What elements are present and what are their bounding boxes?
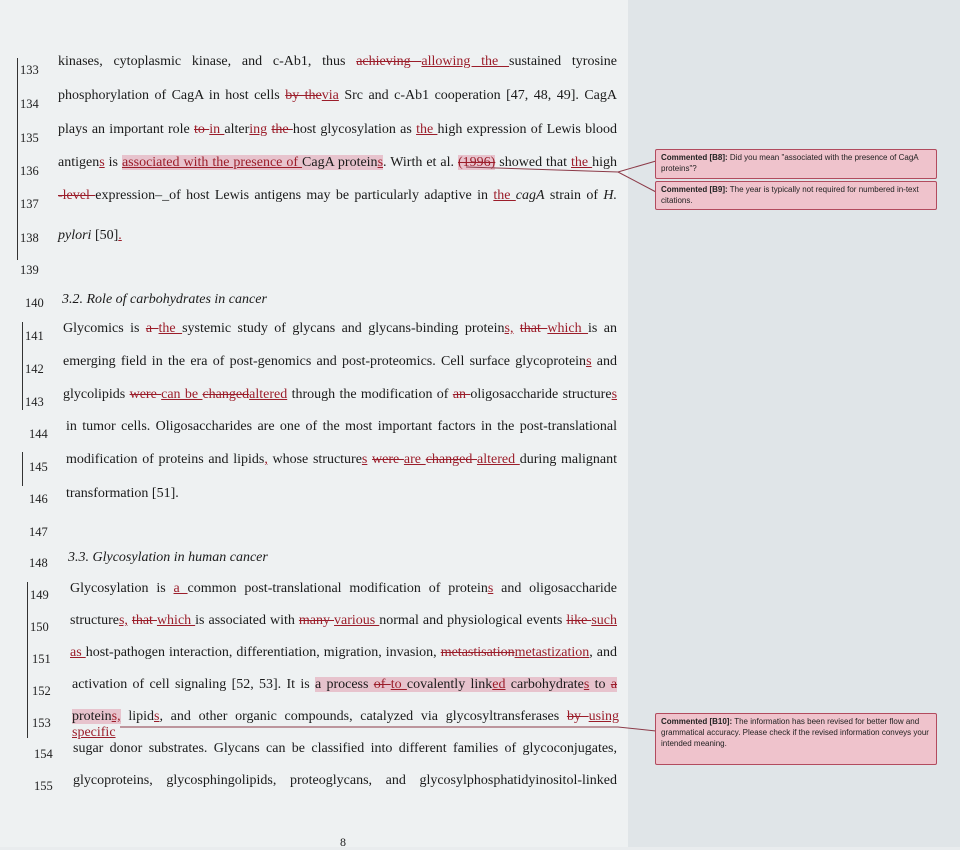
text-run: sugar donor substrates. Glycans can be classified into different families of glycoconjugates, bbox=[73, 741, 617, 756]
line-number: 154 bbox=[34, 747, 53, 761]
text-run: in tumor cells. Oligosaccharides are one of the most important factors in the post-translational bbox=[66, 419, 617, 434]
text-run: expression–_of host Lewis antigens may be particularly adaptive in bbox=[95, 188, 494, 203]
text-run: and bbox=[591, 354, 617, 369]
deleted-text: (1996) bbox=[457, 155, 496, 170]
change-bar bbox=[22, 322, 23, 410]
text-run: high bbox=[592, 155, 618, 170]
text-run: high expression of Lewis blood bbox=[437, 122, 618, 137]
line-number: 155 bbox=[34, 779, 53, 793]
comment-b9[interactable] bbox=[655, 181, 937, 210]
inserted-text: s bbox=[99, 155, 105, 170]
line-number: 144 bbox=[29, 427, 48, 441]
inserted-text: s, bbox=[111, 709, 121, 724]
text-run: host-pathogen interaction, differentiation, migration, invasion, bbox=[85, 645, 441, 660]
text-run: is bbox=[104, 155, 122, 170]
deleted-text: were bbox=[129, 387, 162, 402]
inserted-text: , bbox=[264, 452, 268, 467]
comment-text: The information has been revised for better flow and grammatical accuracy. Please check if the revised information conveys your intended meaning. bbox=[661, 717, 929, 748]
inserted-text: allowing the bbox=[421, 54, 510, 69]
deleted-text: the bbox=[271, 122, 293, 137]
line-number: 136 bbox=[20, 164, 39, 178]
inserted-text: in bbox=[209, 122, 225, 137]
text-line bbox=[66, 486, 179, 502]
line-number: 146 bbox=[29, 492, 48, 506]
change-bar bbox=[22, 452, 23, 486]
text-run: activation of cell signaling [52, 53]. It is bbox=[72, 677, 315, 692]
text-run: normal and physiological events bbox=[379, 613, 567, 628]
text-line bbox=[58, 188, 617, 204]
line-number: 147 bbox=[29, 525, 48, 539]
text-run: Glycosylation is bbox=[70, 581, 174, 596]
deleted-text: like bbox=[566, 613, 592, 628]
inserted-text: s bbox=[361, 452, 368, 467]
text-run: Glycomics is bbox=[63, 321, 146, 336]
inserted-text: metastization bbox=[514, 645, 590, 660]
inserted-text: s bbox=[487, 581, 494, 596]
deleted-text: that bbox=[519, 321, 548, 336]
line-number: 145 bbox=[29, 460, 48, 474]
inserted-text: via bbox=[321, 88, 339, 103]
text-run: CagA protein bbox=[302, 155, 378, 170]
inserted-text: a bbox=[173, 581, 188, 596]
comment-text: Did you mean "associated with the presence of CagA proteins"? bbox=[661, 153, 919, 173]
text-run: common post-translational modification of protein bbox=[187, 581, 488, 596]
inserted-text: which bbox=[547, 321, 589, 336]
comment-b10[interactable] bbox=[655, 713, 937, 765]
text-line bbox=[58, 122, 617, 138]
deleted-text: to bbox=[194, 122, 210, 137]
text-line bbox=[70, 613, 617, 629]
deleted-text: an bbox=[452, 387, 471, 402]
line-number: 153 bbox=[32, 716, 51, 730]
text-run: whose structure bbox=[267, 452, 362, 467]
text-line bbox=[63, 321, 617, 337]
text-run: transformation [51]. bbox=[66, 486, 179, 501]
line-number: 134 bbox=[20, 97, 39, 111]
deleted-text: -level bbox=[58, 188, 96, 203]
inserted-text: ed bbox=[492, 677, 506, 692]
text-run: 3.2. Role of carbohydrates in cancer bbox=[62, 292, 267, 307]
comment-label: Commented [B10]: bbox=[661, 717, 733, 726]
deleted-text: achieving bbox=[356, 54, 422, 69]
text-line bbox=[73, 773, 617, 789]
deleted-text: metastisation bbox=[440, 645, 515, 660]
deleted-text: many bbox=[298, 613, 335, 628]
text-line bbox=[72, 709, 619, 741]
change-bar bbox=[17, 58, 18, 260]
deleted-text: were bbox=[372, 452, 404, 467]
inserted-text: s bbox=[583, 677, 590, 692]
text-line bbox=[58, 54, 617, 70]
text-run: alter bbox=[224, 122, 250, 137]
inserted-text: associated with the presence of bbox=[121, 155, 303, 170]
text-run: . Wirth et al. bbox=[383, 155, 458, 170]
deleted-text: that bbox=[131, 613, 157, 628]
text-run: and oligosaccharide bbox=[493, 581, 617, 596]
text-run: is associated with bbox=[195, 613, 299, 628]
line-number: 141 bbox=[25, 329, 44, 343]
text-line bbox=[73, 741, 617, 757]
text-run: H. bbox=[603, 188, 618, 203]
line-number: 139 bbox=[20, 263, 39, 277]
inserted-text: altered bbox=[249, 387, 288, 402]
line-number: 137 bbox=[20, 197, 39, 211]
text-run: protein bbox=[72, 709, 112, 724]
inserted-text: s bbox=[154, 709, 160, 724]
text-line bbox=[66, 452, 617, 468]
inserted-text: various bbox=[334, 613, 380, 628]
inserted-text: ing bbox=[249, 122, 268, 137]
text-run: plays an important role bbox=[58, 122, 195, 137]
text-run: glycolipids bbox=[63, 387, 130, 402]
text-run: 3.3. Glycosylation in human cancer bbox=[68, 550, 268, 565]
line-number: 148 bbox=[29, 556, 48, 570]
text-line bbox=[58, 155, 617, 171]
inserted-text: . bbox=[118, 228, 122, 243]
text-run: structure bbox=[70, 613, 119, 628]
text-run: glycoproteins, glycosphingolipids, proteoglycans, and glycosylphosphatidyinositol-linked bbox=[73, 773, 617, 788]
deleted-text: of bbox=[373, 677, 391, 692]
line-number: 142 bbox=[25, 362, 44, 376]
text-run: covalently link bbox=[406, 677, 493, 692]
page-number: 8 bbox=[340, 835, 346, 849]
deleted-text: changed bbox=[202, 387, 250, 402]
text-run: [50] bbox=[91, 228, 119, 243]
text-run: phosphorylation of CagA in host cells bbox=[58, 88, 286, 103]
text-run: , and other organic compounds, catalyzed via glycosyltransferases bbox=[159, 709, 567, 724]
inserted-text: which bbox=[156, 613, 196, 628]
inserted-text: are bbox=[403, 452, 426, 467]
inserted-text: to bbox=[390, 677, 407, 692]
deleted-text: by the bbox=[285, 88, 322, 103]
text-run: is an bbox=[588, 321, 618, 336]
text-run: through the modification of bbox=[287, 387, 453, 402]
line-number: 135 bbox=[20, 131, 39, 145]
text-run: showed that bbox=[495, 155, 572, 170]
text-run: Src and c-Ab1 cooperation [47, 48, 49]. CagA bbox=[338, 88, 618, 103]
text-run: a process bbox=[314, 677, 374, 692]
line-number: 138 bbox=[20, 231, 39, 245]
text-run: cagA bbox=[515, 188, 545, 203]
inserted-text: such bbox=[591, 613, 617, 628]
section-heading bbox=[68, 550, 268, 566]
inserted-text: s, bbox=[504, 321, 514, 336]
text-run: during malignant bbox=[519, 452, 617, 467]
text-line bbox=[70, 645, 617, 661]
inserted-text: s bbox=[611, 387, 618, 402]
inserted-text: altered bbox=[477, 452, 520, 467]
text-run: oligosaccharide structure bbox=[470, 387, 612, 402]
inserted-text: the bbox=[158, 321, 183, 336]
text-line bbox=[63, 354, 617, 370]
text-line bbox=[66, 419, 617, 435]
inserted-text: the bbox=[493, 188, 516, 203]
inserted-text: the bbox=[416, 122, 438, 137]
comment-b8[interactable] bbox=[655, 149, 937, 179]
line-number: 151 bbox=[32, 652, 51, 666]
deleted-text: by bbox=[566, 709, 589, 724]
text-run: carbohydrate bbox=[505, 677, 584, 692]
text-run: systemic study of glycans and glycans-binding protein bbox=[182, 321, 505, 336]
text-run: kinases, cytoplasmic kinase, and c-Ab1, thus bbox=[58, 54, 357, 69]
line-number: 143 bbox=[25, 395, 44, 409]
text-run: lipid bbox=[120, 709, 154, 724]
text-line bbox=[70, 581, 617, 597]
line-number: 149 bbox=[30, 588, 49, 602]
inserted-text: s bbox=[586, 354, 592, 369]
text-run: sustained tyrosine bbox=[509, 54, 617, 69]
line-number: 152 bbox=[32, 684, 51, 698]
deleted-text: a bbox=[145, 321, 159, 336]
comment-text: The year is typically not required for numbered in-text citations. bbox=[661, 185, 919, 205]
text-run: modification of proteins and lipids bbox=[66, 452, 265, 467]
inserted-text: as bbox=[70, 645, 86, 660]
inserted-text: can be bbox=[161, 387, 203, 402]
section-heading bbox=[62, 292, 267, 308]
inserted-text: using specific bbox=[72, 709, 619, 740]
text-run: pylori bbox=[58, 228, 92, 243]
text-run: host glycosylation as bbox=[292, 122, 417, 137]
line-number: 140 bbox=[25, 296, 44, 310]
line-number: 150 bbox=[30, 620, 49, 634]
line-number: 133 bbox=[20, 63, 39, 77]
text-run: emerging field in the era of post-genomics and post-proteomics. Cell surface glycoprotein bbox=[63, 354, 587, 369]
text-line bbox=[63, 387, 617, 403]
inserted-text: s, bbox=[118, 613, 128, 628]
text-line bbox=[72, 677, 617, 693]
inserted-text: s bbox=[377, 155, 384, 170]
deleted-text: changed bbox=[425, 452, 477, 467]
comment-label: Commented [B9]: bbox=[661, 185, 728, 194]
deleted-text: a bbox=[610, 677, 618, 692]
text-run: strain of bbox=[544, 188, 604, 203]
text-run: antigen bbox=[58, 155, 100, 170]
change-bar bbox=[27, 582, 28, 738]
text-run: , and bbox=[589, 645, 617, 660]
inserted-text: the bbox=[571, 155, 593, 170]
comment-label: Commented [B8]: bbox=[661, 153, 728, 162]
text-line bbox=[58, 88, 617, 104]
text-run: to bbox=[589, 677, 611, 692]
text-line bbox=[58, 228, 122, 244]
